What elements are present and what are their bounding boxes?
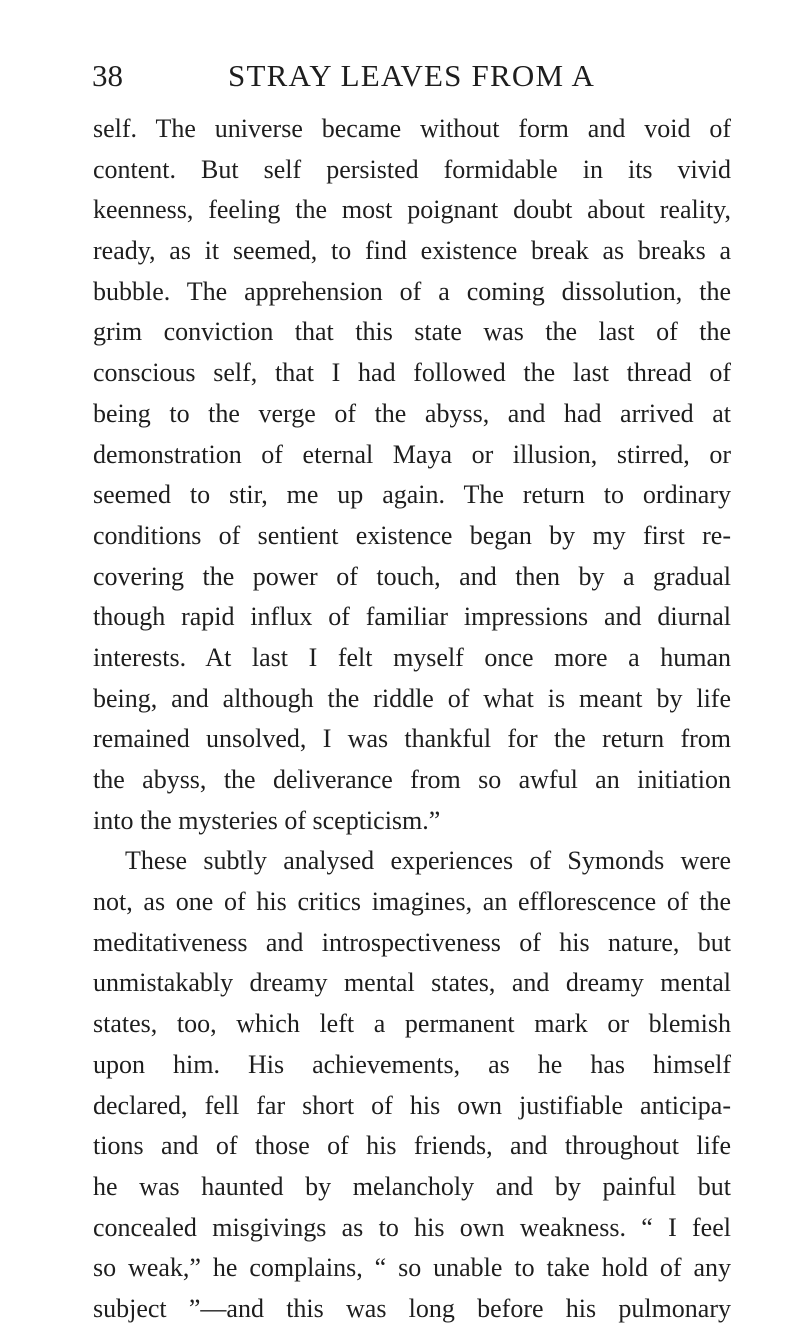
text-line: not, as one of his critics imagines, an efflorescence of the bbox=[93, 887, 731, 917]
page-number: 38 bbox=[92, 58, 123, 93]
text-line: conscious self, that I had followed the last thread of bbox=[93, 358, 731, 388]
text-line: the abyss, the deliverance from so awful an initiation bbox=[93, 765, 731, 794]
text-line: subject ”—and this was long before his pulmonary bbox=[93, 1293, 731, 1323]
text-line: tions and of those of his friends, and throughout life bbox=[93, 1131, 731, 1161]
text-line: though rapid influx of familiar impressions and diurnal bbox=[93, 602, 731, 632]
text-line: interests. At last I felt myself once more a human bbox=[93, 642, 731, 672]
text-line: declared, fell far short of his own justifiable anticipa- bbox=[93, 1090, 731, 1120]
text-line: seemed to stir, me up again. The return to ordinary bbox=[93, 480, 731, 510]
text-line: grim conviction that this state was the last of the bbox=[93, 317, 731, 347]
text-line: concealed misgivings as to his own weakness. “ I feel bbox=[93, 1212, 731, 1242]
text-line: These subtly analysed experiences of Symonds were bbox=[125, 846, 731, 876]
text-line: bubble. The apprehension of a coming dissolution, the bbox=[93, 276, 731, 306]
text-line: ready, as it seemed, to find existence break as breaks a bbox=[93, 236, 731, 266]
text-line: upon him. His achievements, as he has himself bbox=[93, 1049, 731, 1079]
text-line: so weak,” he complains, “ so unable to take hold of any bbox=[93, 1253, 731, 1283]
text-line: demonstration of eternal Maya or illusion, stirred, or bbox=[93, 439, 731, 469]
text-line: unmistakably dreamy mental states, and dreamy mental bbox=[93, 968, 731, 998]
text-line: he was haunted by melancholy and by painful but bbox=[93, 1171, 731, 1201]
text-line: being, and although the riddle of what is meant by life bbox=[93, 683, 731, 713]
text-line: self. The universe became without form and void of bbox=[93, 114, 731, 143]
text-line: into the mysteries of scepticism.” bbox=[93, 805, 441, 835]
text-line: conditions of sentient existence began by my first re- bbox=[93, 520, 731, 550]
body-text bbox=[93, 109, 731, 1330]
text-line: states, too, which left a permanent mark or blemish bbox=[93, 1009, 731, 1039]
text-line: meditativeness and introspectiveness of his nature, but bbox=[93, 927, 731, 957]
text-line: being to the verge of the abyss, and had arrived at bbox=[93, 398, 731, 428]
text-line: covering the power of touch, and then by a gradual bbox=[93, 561, 731, 591]
running-header bbox=[92, 54, 732, 98]
running-title: STRAY LEAVES FROM A bbox=[228, 58, 596, 93]
text-line: remained unsolved, I was thankful for the return from bbox=[93, 724, 731, 754]
text-line: content. But self persisted formidable in its vivid bbox=[93, 154, 731, 184]
text-line: keenness, feeling the most poignant doubt about reality, bbox=[93, 195, 731, 225]
